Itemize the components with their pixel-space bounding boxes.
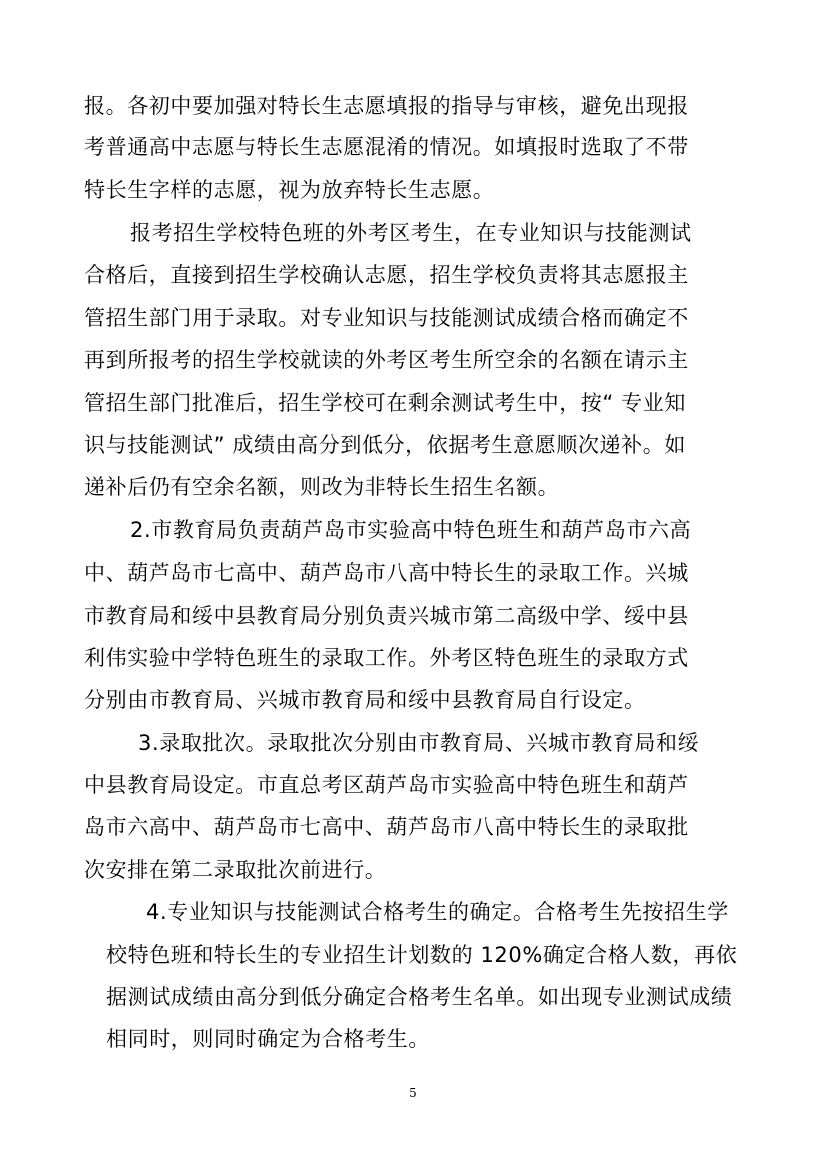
paragraph-2-line-2: 合格后，直接到招生学校确认志愿，招生学校负责将其志愿报主 (84, 262, 689, 287)
paragraph-3-line-2: 中、葫芦岛市七高中、葫芦岛市八高中特长生的录取工作。兴城 (84, 560, 689, 585)
paragraph-2-line-6: 识与技能测试” 成绩由高分到低分，依据考生意愿顺次递补。如 (84, 433, 686, 458)
paragraph-1-line-1: 报。各初中要加强对特长生志愿填报的指导与审核，避免出现报 (84, 94, 689, 118)
paragraph-3-line-1: 2.市教育局负责葫芦岛市实验高中特色班生和葫芦岛市六高 (130, 518, 692, 543)
paragraph-2-line-3: 管招生部门用于录取。对专业知识与技能测试成绩合格而确定不 (84, 305, 689, 330)
paragraph-3-line-4: 利伟实验中学特色班生的录取工作。外考区特色班生的录取方式 (84, 645, 689, 670)
paragraph-1-line-2: 考普通高中志愿与特长生志愿混淆的情况。如填报时选取了不带 (84, 135, 689, 160)
paragraph-5-line-2: 校特色班和特长生的专业招生计划数的 120%确定合格人数，再依 (106, 942, 738, 967)
paragraph-2-line-1: 报考招生学校特色班的外考区考生，在专业知识与技能测试 (130, 221, 692, 246)
page-number: 5 (409, 1086, 417, 1100)
paragraph-4-line-4: 次安排在第二录取批次前进行。 (84, 858, 387, 883)
paragraph-2-line-4: 再到所报考的招生学校就读的外考区考生所空余的名额在请示主 (84, 347, 689, 372)
paragraph-2-line-5: 管招生部门批准后，招生学校可在剩余测试考生中，按“ 专业知 (84, 390, 686, 415)
paragraph-5-line-4: 相同时，则同时确定为合格考生。 (106, 1027, 430, 1051)
paragraph-1-line-3: 特长生字样的志愿，视为放弃特长生志愿。 (84, 178, 495, 203)
paragraph-4-line-2: 中县教育局设定。市直总考区葫芦岛市实验高中特色班生和葫芦 (84, 773, 689, 798)
paragraph-5-line-1: 4.专业知识与技能测试合格考生的确定。合格考生先按招生学 (146, 900, 729, 925)
paragraph-4-line-3: 岛市六高中、葫芦岛市七高中、葫芦岛市八高中特长生的录取批 (84, 815, 689, 840)
paragraph-3-line-3: 市教育局和绥中县教育局分别负责兴城市第二高级中学、绥中县 (84, 603, 689, 628)
paragraph-5-line-3: 据测试成绩由高分到低分确定合格考生名单。如出现专业测试成绩 (106, 984, 733, 1009)
paragraph-3-line-5: 分别由市教育局、兴城市教育局和绥中县教育局自行设定。 (84, 687, 646, 712)
paragraph-2-line-7: 递补后仍有空余名额，则改为非特长生招生名额。 (84, 475, 560, 500)
paragraph-4-line-1: 3.录取批次。录取批次分别由市教育局、兴城市教育局和绥 (138, 730, 700, 755)
